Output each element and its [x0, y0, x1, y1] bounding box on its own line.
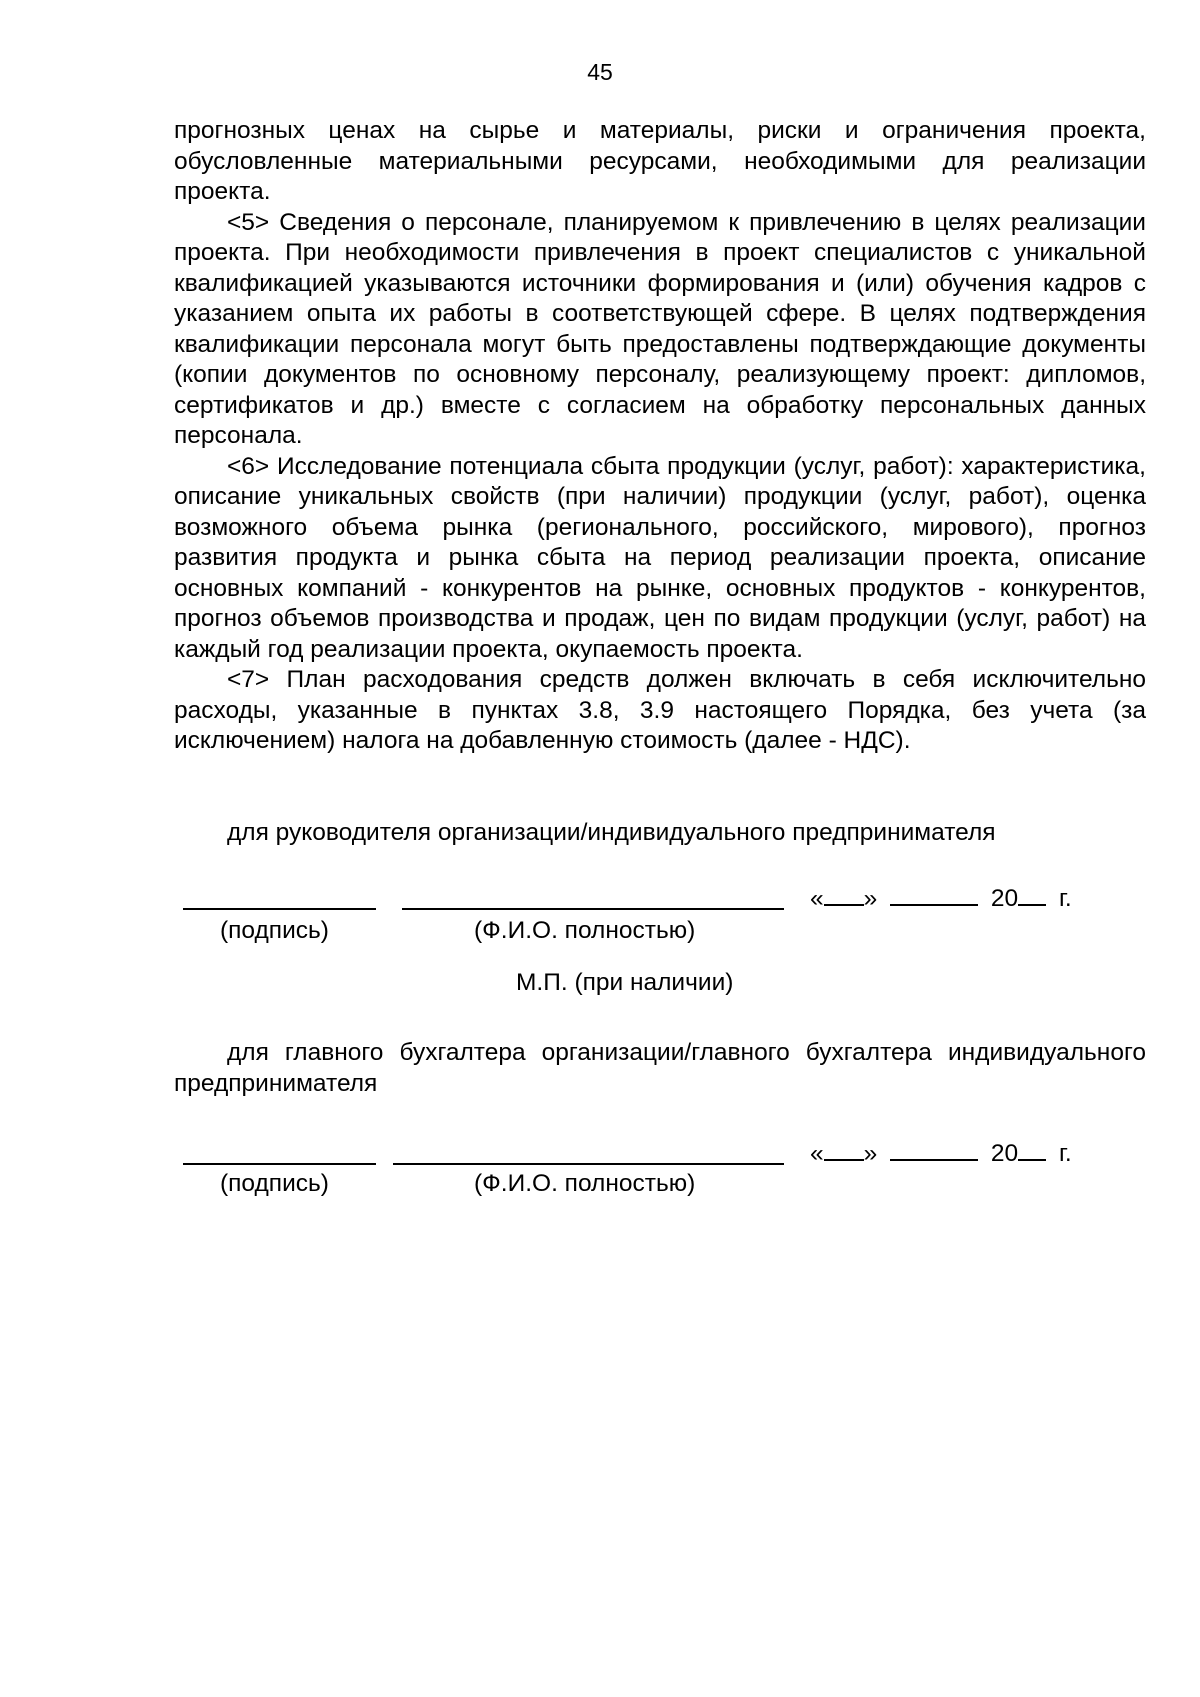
accountant-name-line: [393, 1163, 784, 1165]
quote-close: »: [863, 1140, 878, 1167]
head-signature-caption: (подпись): [220, 917, 329, 944]
footnote-5: <5> Сведения о персонале, планируемом к привлечению в целях реализации проекта. При необходимости привлечения в проект специалистов с уникальной квалификацией указываются источники формирования и (или) обучения кадров с указанием опыта их работы в соответствующей сфере. В целях подтверждения квалификации персонала могут быть предоставлены подтверждающие документы (копии документов по основному персоналу, реализующему проект: дипломов, сертификатов и др.) вместе с согласием на обработку персональных данных персонала.: [174, 208, 1146, 449]
quote-open: «: [810, 885, 824, 912]
quote-close: »: [863, 885, 878, 912]
accountant-signature-caption: (подпись): [220, 1170, 329, 1197]
stamp-label: М.П. (при наличии): [516, 969, 734, 996]
accountant-date-field: [810, 1137, 1072, 1169]
month-blank: [890, 1137, 978, 1161]
year-prefix: 20: [990, 885, 1019, 912]
year-prefix: 20: [990, 1140, 1019, 1167]
year-suffix: г.: [1058, 885, 1072, 912]
accountant-signature-line: [183, 1163, 376, 1165]
year-suffix: г.: [1058, 1140, 1072, 1167]
paragraph-continuation: прогнозных ценах на сырье и материалы, риски и ограничения проекта, обусловленные материальными ресурсами, необходимыми для реализации проекта.: [174, 117, 1146, 205]
head-signature-heading: для руководителя организации/индивидуального предпринимателя: [227, 819, 996, 846]
footnote-6: <6> Исследование потенциала сбыта продукции (услуг, работ): характеристика, описание уникальных свойств (при наличии) продукции (услуг, работ), оценка возможного объема рынка (регионального, российского, мирового), прогноз развития продукта и рынка сбыта на период реализации проекта, описание основных компаний - конкурентов на рынке, основных продуктов - конкурентов, прогноз объемов производства и продаж, цен по видам продукции (услуг, работ) на каждый год реализации проекта, окупаемость проекта.: [174, 452, 1146, 663]
day-blank: [824, 1137, 864, 1161]
day-blank: [824, 882, 864, 906]
year-blank: [1018, 882, 1046, 906]
document-body: [174, 116, 1146, 757]
head-name-line: [402, 908, 784, 910]
month-blank: [890, 882, 978, 906]
head-date-field: [810, 882, 1072, 914]
head-name-caption: (Ф.И.О. полностью): [474, 917, 696, 944]
quote-open: «: [810, 1140, 824, 1167]
accountant-name-caption: (Ф.И.О. полностью): [474, 1170, 696, 1197]
year-blank: [1018, 1137, 1046, 1161]
head-signature-line: [183, 908, 376, 910]
page-number: 45: [587, 59, 613, 85]
footnote-7: <7> План расходования средств должен включать в себя исключительно расходы, указанные в пунктах 3.8, 3.9 настоящего Порядка, без учета (за исключением) налога на добавленную стоимость (далее - НДС).: [174, 666, 1146, 754]
accountant-signature-heading: для главного бухгалтера организации/главного бухгалтера индивидуального предпринимателя: [174, 1039, 1146, 1097]
